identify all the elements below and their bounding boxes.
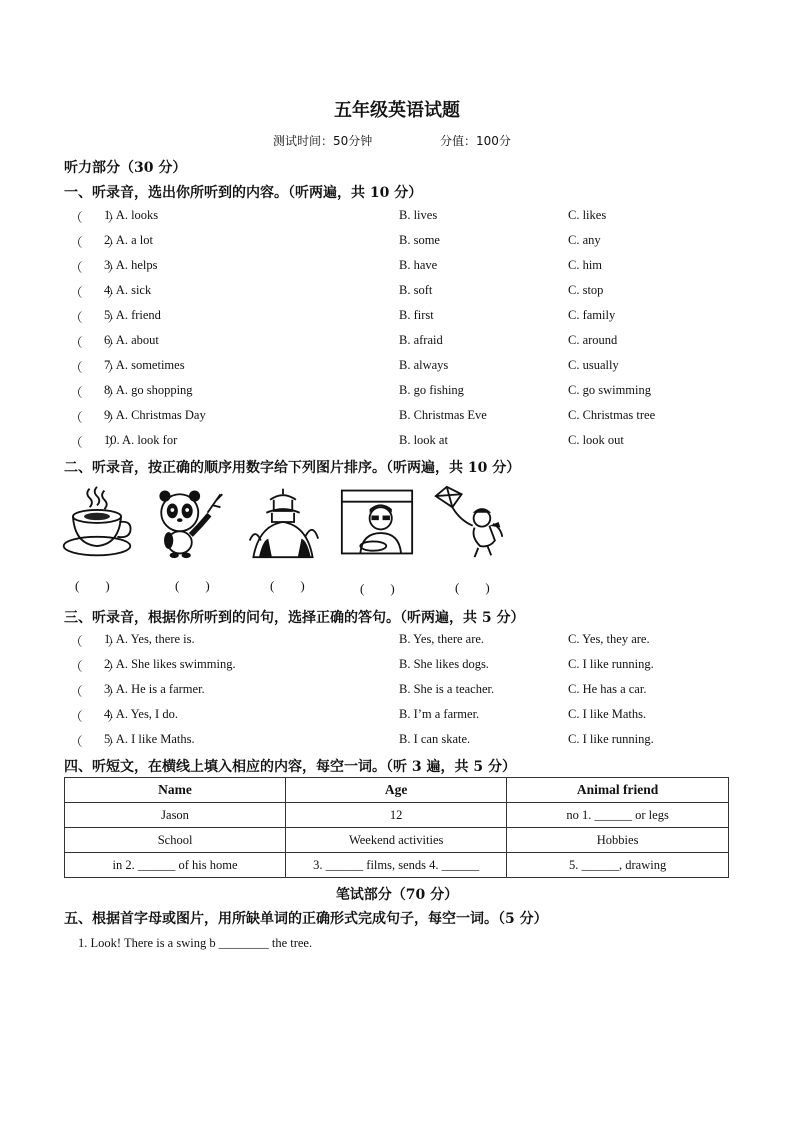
option-c: C. I like Maths. — [568, 707, 647, 721]
test-time: 测试时间：50分钟 — [273, 134, 373, 148]
section1-heading: 一、听录音，选出你所听到的内容。（听两遍，共 10 分） — [64, 185, 423, 201]
option-b: B. soft — [399, 283, 433, 297]
option-b: B. Christmas Eve — [399, 408, 487, 422]
option-c: C. any — [568, 233, 601, 247]
picture-order-blank[interactable]: ( ) — [360, 581, 395, 596]
option-a: 4. A. Yes, I do. — [104, 707, 178, 721]
option-c: C. He has a car. — [568, 682, 647, 696]
question-row — [64, 707, 744, 732]
question-row — [64, 283, 744, 308]
answer-blank[interactable]: （ ） — [70, 361, 121, 375]
option-a: 7. A. sometimes — [104, 358, 185, 372]
header-age: Age — [286, 778, 507, 803]
option-c: C. stop — [568, 283, 604, 297]
option-a: 1. A. Yes, there is. — [104, 632, 195, 646]
question-row — [64, 657, 744, 682]
option-b: B. I can skate. — [399, 732, 471, 746]
answer-blank[interactable]: （ ） — [70, 261, 121, 275]
option-a: 5. A. I like Maths. — [104, 732, 195, 746]
option-a: 2. A. a lot — [104, 233, 153, 247]
question-row — [64, 383, 744, 408]
question-row — [64, 358, 744, 383]
answer-blank[interactable]: （ ） — [70, 236, 121, 250]
option-b: B. have — [399, 258, 438, 272]
option-a: 10. A. look for — [104, 433, 178, 447]
answer-blank[interactable]: （ ） — [70, 635, 121, 649]
section5-heading: 五、根据首字母或图片，用所缺单词的正确形式完成句子，每空一词。（5 分） — [64, 911, 548, 927]
tea-cup-icon — [60, 482, 134, 562]
option-b: B. She is a teacher. — [399, 682, 495, 696]
table-cell: 12 — [286, 803, 507, 828]
picture-order-blank[interactable]: ( ) — [455, 580, 490, 595]
option-c: C. Yes, they are. — [568, 632, 650, 646]
option-a: 1. A. looks — [104, 208, 159, 222]
option-b: B. Yes, there are. — [399, 632, 485, 646]
table-cell: Weekend activities — [286, 828, 507, 853]
option-c: C. Christmas tree — [568, 408, 656, 422]
section4-heading: 四、听短文，在横线上填入相应的内容，每空一词。（听 3 遍，共 5 分） — [64, 759, 516, 775]
answer-blank[interactable]: （ ） — [70, 411, 121, 425]
option-b: B. afraid — [399, 333, 443, 347]
answer-blank[interactable]: （ ） — [70, 660, 121, 674]
option-c: C. likes — [568, 208, 607, 222]
option-c: C. I like running. — [568, 732, 654, 746]
picture-order-blank[interactable]: ( ) — [270, 578, 305, 593]
question-row — [64, 433, 744, 458]
option-b: B. some — [399, 233, 440, 247]
question-row — [64, 408, 744, 433]
option-b: B. I’m a farmer. — [399, 707, 480, 721]
section3-heading: 三、听录音，根据你所听到的问句，选择正确的答句。（听两遍，共 5 分） — [64, 610, 525, 626]
option-b: B. go fishing — [399, 383, 464, 397]
option-c: C. him — [568, 258, 603, 272]
kite-girl-icon — [432, 482, 506, 562]
pagoda-icon — [246, 482, 320, 562]
fill-blank-cell[interactable]: no 1. ______ or legs — [507, 803, 729, 828]
option-b: B. look at — [399, 433, 448, 447]
option-a: 3. A. helps — [104, 258, 158, 272]
question-row — [64, 233, 744, 258]
fill-blank-cell[interactable]: 3. ______ films, sends 4. ______ — [286, 853, 507, 878]
answer-blank[interactable]: （ ） — [70, 286, 121, 300]
option-c: C. family — [568, 308, 616, 322]
fill-blank-cell[interactable]: 5. ______, drawing — [507, 853, 729, 878]
option-c: C. around — [568, 333, 618, 347]
picture-order-blank[interactable]: ( ) — [75, 578, 110, 593]
option-b: B. always — [399, 358, 449, 372]
answer-blank[interactable]: （ ） — [70, 211, 121, 225]
header-name: Name — [65, 778, 286, 803]
info-table — [64, 777, 729, 878]
writing-part-header: 笔试部分（70 分） — [335, 887, 459, 903]
picture-order-blank[interactable]: ( ) — [175, 578, 210, 593]
answer-blank[interactable]: （ ） — [70, 336, 121, 350]
total-score: 分值：100分 — [440, 134, 511, 148]
answer-blank[interactable]: （ ） — [70, 436, 121, 450]
table-cell: Hobbies — [507, 828, 729, 853]
option-c: C. I like running. — [568, 657, 654, 671]
question-row — [64, 682, 744, 707]
option-a: 6. A. about — [104, 333, 159, 347]
answer-blank[interactable]: （ ） — [70, 735, 121, 749]
exam-title: 五年级英语试题 — [334, 100, 460, 121]
option-c: C. look out — [568, 433, 624, 447]
answer-blank[interactable]: （ ） — [70, 685, 121, 699]
option-b: B. lives — [399, 208, 438, 222]
question-row — [64, 208, 744, 233]
option-b: B. She likes dogs. — [399, 657, 489, 671]
question-row — [64, 632, 744, 657]
option-a: 5. A. friend — [104, 308, 161, 322]
header-animal-friend: Animal friend — [507, 778, 729, 803]
picture-row — [60, 482, 520, 562]
table-cell: Jason — [65, 803, 286, 828]
option-a: 9. A. Christmas Day — [104, 408, 206, 422]
question-row — [64, 333, 744, 358]
panda-icon — [152, 482, 226, 562]
option-b: B. first — [399, 308, 434, 322]
fill-blank-line[interactable]: 1. Look! There is a swing b ________ the tree. — [78, 936, 313, 950]
option-a: 4. A. sick — [104, 283, 152, 297]
option-c: C. go swimming — [568, 383, 651, 397]
answer-blank[interactable]: （ ） — [70, 311, 121, 325]
section2-heading: 二、听录音，按正确的顺序用数字给下列图片排序。（听两遍，共 10 分） — [64, 460, 521, 476]
question-row — [64, 732, 744, 757]
option-a: 2. A. She likes swimming. — [104, 657, 236, 671]
answer-blank[interactable]: （ ） — [70, 710, 121, 724]
table-cell: School — [65, 828, 286, 853]
answer-blank[interactable]: （ ） — [70, 386, 121, 400]
fill-blank-cell[interactable]: in 2. ______ of his home — [65, 853, 286, 878]
question-row — [64, 258, 744, 283]
option-a: 8. A. go shopping — [104, 383, 193, 397]
question-row — [64, 308, 744, 333]
option-c: C. usually — [568, 358, 619, 372]
driver-icon — [340, 482, 414, 562]
option-a: 3. A. He is a farmer. — [104, 682, 205, 696]
listening-part-header: 听力部分（30 分） — [64, 160, 187, 176]
